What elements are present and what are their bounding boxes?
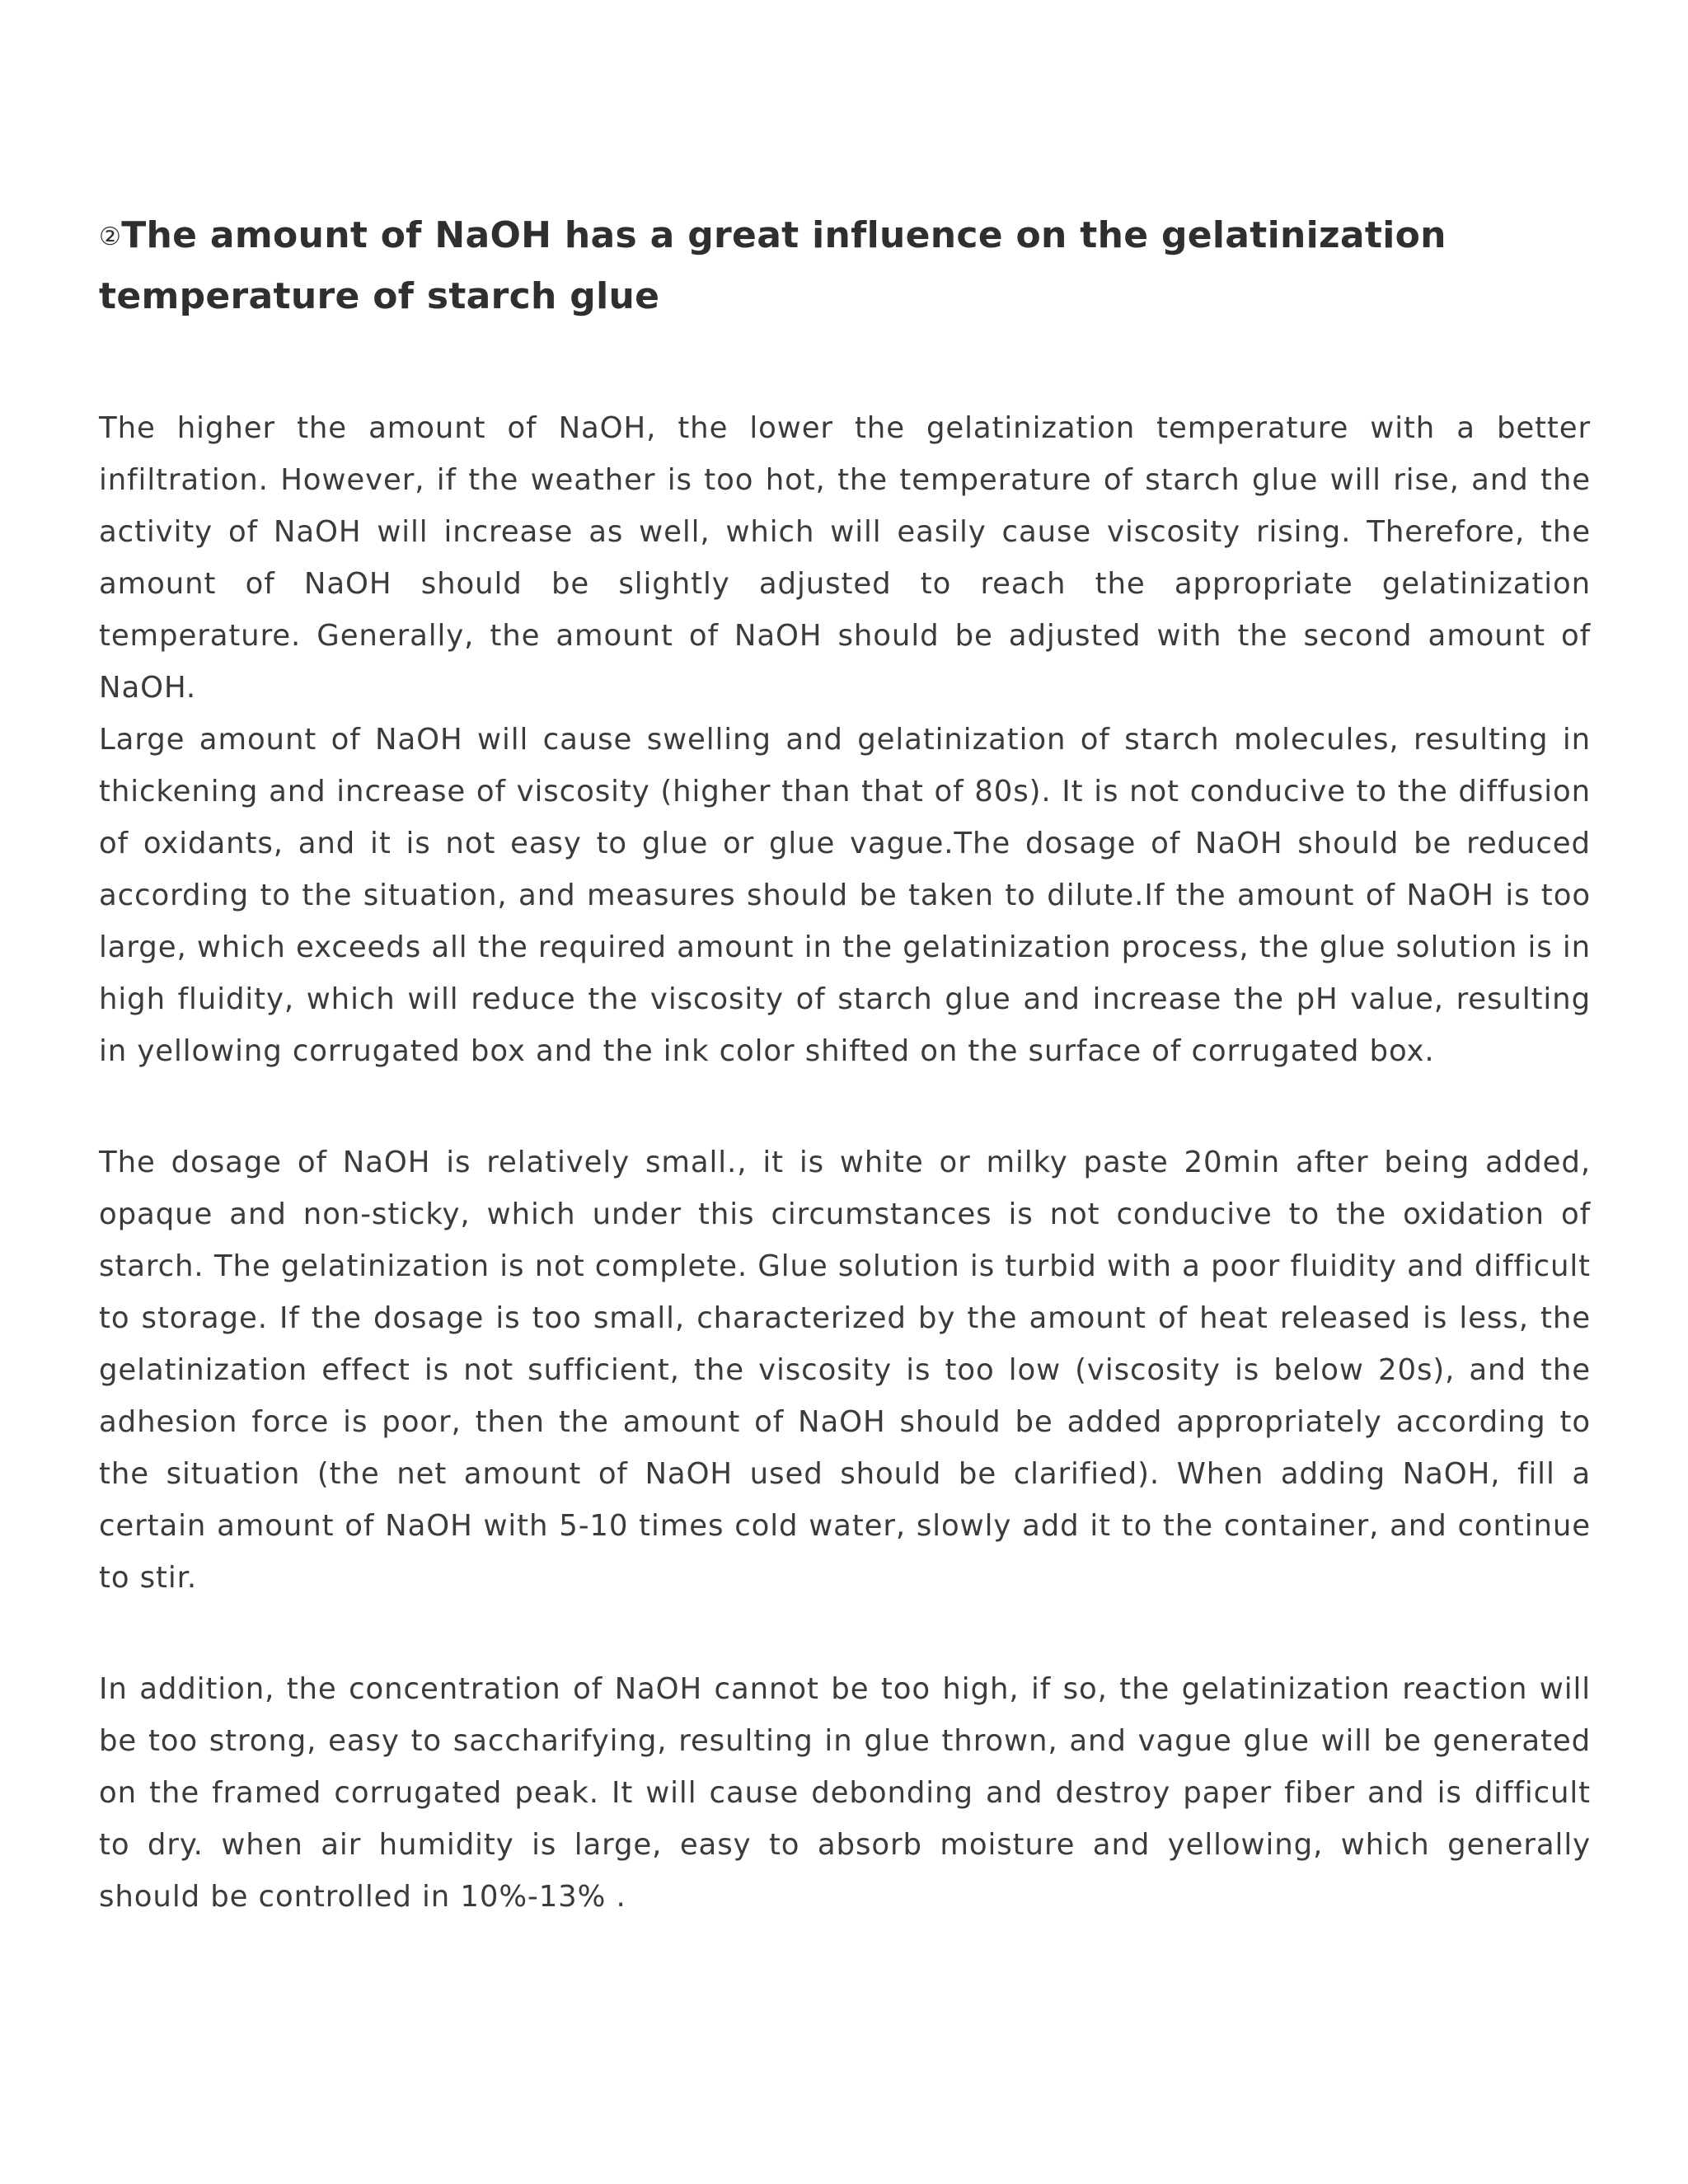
paragraph-concentration: In addition, the concentration of NaOH cannot be too high, if so, the gelatinization reaction will be too strong, easy to saccharifying, resulting in glue thrown, and vague glue will be generated on the framed corrugated peak. It will cause debonding and destroy paper fiber and is difficult to dry. when air humidity is large, easy to absorb moisture and yellowing, which generally should be controlled in 10%-13% . [99,1672,1591,1914]
section-heading-text: The amount of NaOH has a great influence on the gelatinization temperature of starch glue [99,214,1447,317]
paragraph-large-amount: Large amount of NaOH will cause swelling and gelatinization of starch molecules, resulting in thickening and increase of viscosity (higher than that of 80s). It is not conducive to the diffusion of oxidants, and it is not easy to glue or glue vague.The dosage of NaOH should be reduced according to the situation, and measures should be taken to dilute.If the amount of NaOH is too large, which exceeds all the required amount in the gelatinization process, the glue solution is in high fluidity, which will reduce the viscosity of starch glue and increase the pH value, resulting in yellowing corrugated box and the ink color shifted on the surface of corrugated box. [99,723,1591,1068]
paragraph-higher-amount: The higher the amount of NaOH, the lower the gelatinization temperature with a better infiltration. However, if the weather is too hot, the temperature of starch glue will rise, and the activity of NaOH will increase as well, which will easily cause viscosity rising. Therefore, the amount of NaOH should be slightly adjusted to reach the appropriate gelatinization temperature. Generally, the amount of NaOH should be adjusted with the second amount of NaOH. [99,411,1591,705]
section-heading [99,206,1500,326]
paragraph-small-dosage: The dosage of NaOH is relatively small., it is white or milky paste 20min after being added, opaque and non-sticky, which under this circumstances is not conducive to the oxidation of starch. The gelatinization is not complete. Glue solution is turbid with a poor fluidity and difficult to storage. If the dosage is too small, characterized by the amount of heat released is less, the gelatinization effect is not sufficient, the viscosity is too low (viscosity is below 20s), and the adhesion force is poor, then the amount of NaOH should be added appropriately according to the situation (the net amount of NaOH used should be clarified). When adding NaOH, fill a certain amount of NaOH with 5-10 times cold water, slowly add it to the container, and continue to stir. [99,1146,1591,1595]
document-page [99,206,1591,1923]
circled-number-marker: ② [99,223,122,251]
